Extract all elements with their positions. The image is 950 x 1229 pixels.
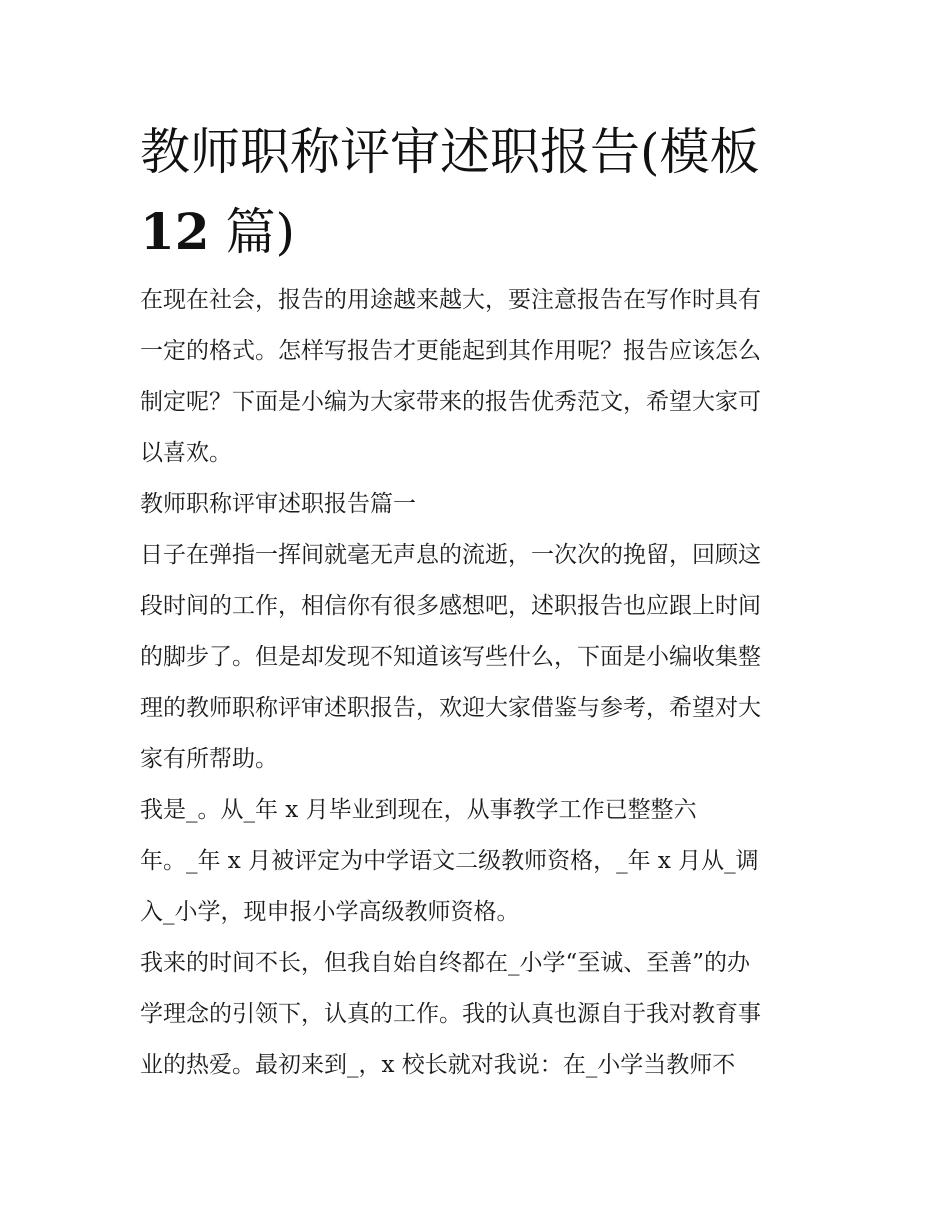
body-line: 段时间的工作，相信你有很多感想吧，述职报告也应跟上时间: [140, 593, 761, 619]
body-line: 我是_。从_年 x 月毕业到现在，从事教学工作已整整六: [140, 797, 697, 823]
body-line: 日子在弹指一挥间就毫无声息的流逝，一次次的挽留，回顾这: [140, 542, 761, 568]
body-line: 在现在社会，报告的用途越来越大，要注意报告在写作时具有: [140, 287, 761, 313]
section-heading: 教师职称评审述职报告篇一: [140, 491, 416, 517]
body-line: 入_小学，现申报小学高级教师资格。: [140, 899, 520, 925]
body-line: 制定呢？下面是小编为大家带来的报告优秀范文，希望大家可: [140, 389, 761, 415]
body-line: 业的热爱。最初来到_，x 校长就对我说：在_小学当教师不: [140, 1052, 736, 1078]
title-line-2: 篇): [209, 203, 295, 261]
body-line: 年。_年 x 月被评定为中学语文二级教师资格，_年 x 月从_调: [140, 848, 759, 874]
body-line: 以喜欢。: [140, 440, 232, 466]
body-line: 一定的格式。怎样写报告才更能起到其作用呢？报告应该怎么: [140, 338, 761, 364]
body-line: 理的教师职称评审述职报告，欢迎大家借鉴与参考，希望对大: [140, 695, 761, 721]
title-number: 12: [140, 202, 210, 261]
body-line: 学理念的引领下，认真的工作。我的认真也源自于我对教育事: [140, 1001, 761, 1027]
document-title: [140, 112, 820, 272]
body-line: 家有所帮助。: [140, 746, 278, 772]
title-line-1: 教师职称评审述职报告(模板: [140, 123, 760, 181]
body-line: 的脚步了。但是却发现不知道该写些什么，下面是小编收集整: [140, 644, 761, 670]
body-line: 我来的时间不长，但我自始自终都在_小学“至诚、至善”的办: [140, 950, 751, 976]
